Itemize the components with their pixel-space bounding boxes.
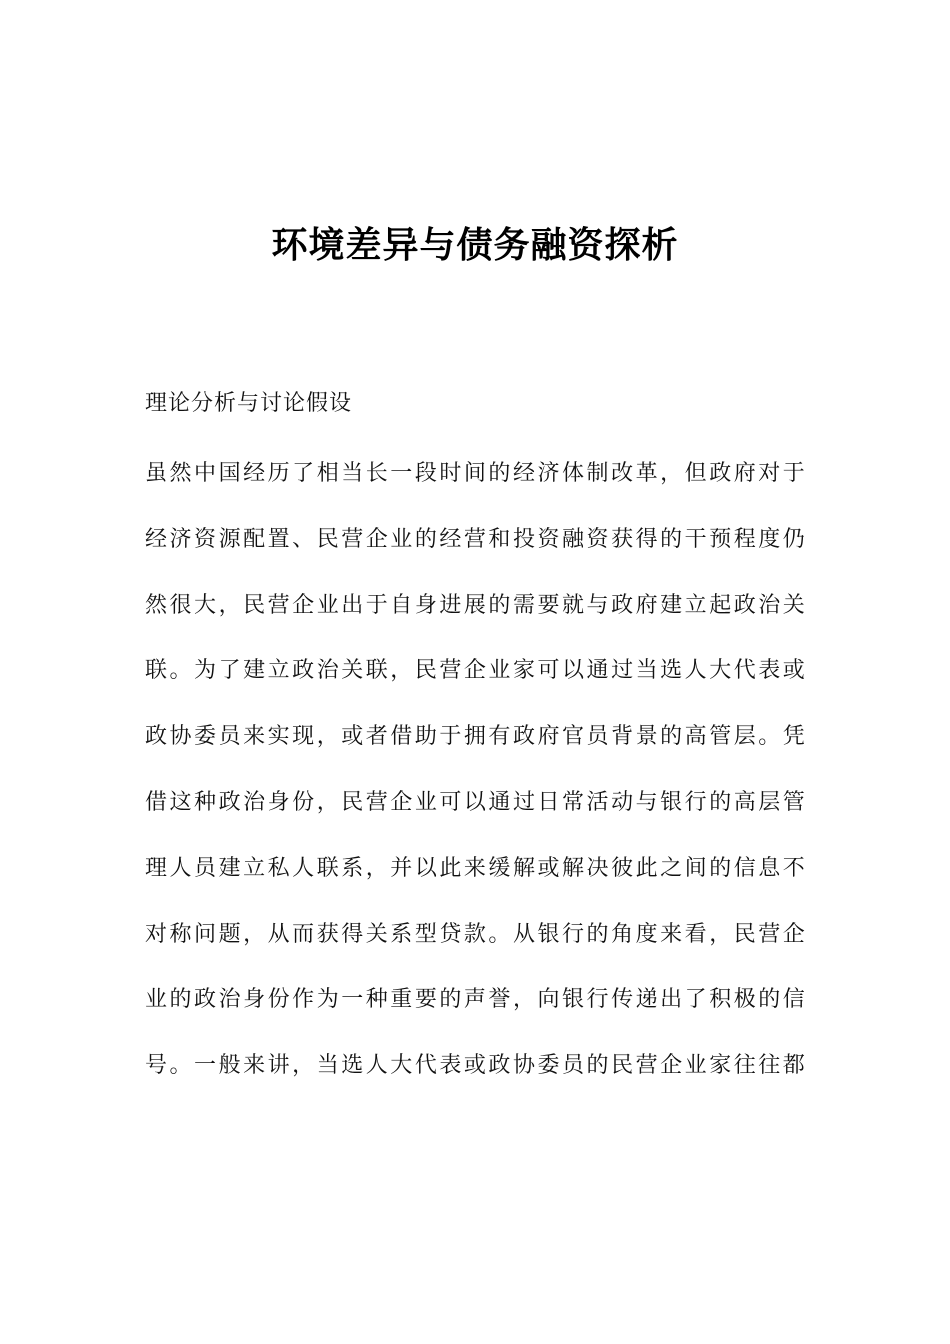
paragraph-line: 理人员建立私人联系，并以此来缓解或解决彼此之间的信息不: [145, 855, 805, 881]
paragraph-line: 虽然中国经历了相当长一段时间的经济体制改革，但政府对于: [145, 461, 805, 486]
paragraph-line: 业的政治身份作为一种重要的声誉，向银行传递出了积极的信: [145, 987, 805, 1013]
document-title: 环境差异与债务融资探析: [271, 225, 679, 266]
paragraph-line: 借这种政治身份，民营企业可以通过日常活动与银行的高层管: [145, 789, 805, 815]
paragraph-line: 号。一般来讲，当选人大代表或政协委员的民营企业家往往都: [145, 1053, 805, 1079]
paragraph-line: 经济资源配置、民营企业的经营和投资融资获得的干预程度仍: [145, 526, 805, 552]
paragraph-line: 然很大，民营企业出于自身进展的需要就与政府建立起政治关: [145, 592, 805, 618]
section-heading: 理论分析与讨论假设: [145, 391, 353, 416]
paragraph-line: 政协委员来实现，或者借助于拥有政府官员背景的高管层。凭: [145, 724, 805, 750]
paragraph-line: 对称问题，从而获得关系型贷款。从银行的角度来看，民营企: [145, 921, 805, 947]
paragraph-line: 联。为了建立政治关联，民营企业家可以通过当选人大代表或: [145, 658, 805, 684]
body-paragraph: [145, 454, 805, 1112]
